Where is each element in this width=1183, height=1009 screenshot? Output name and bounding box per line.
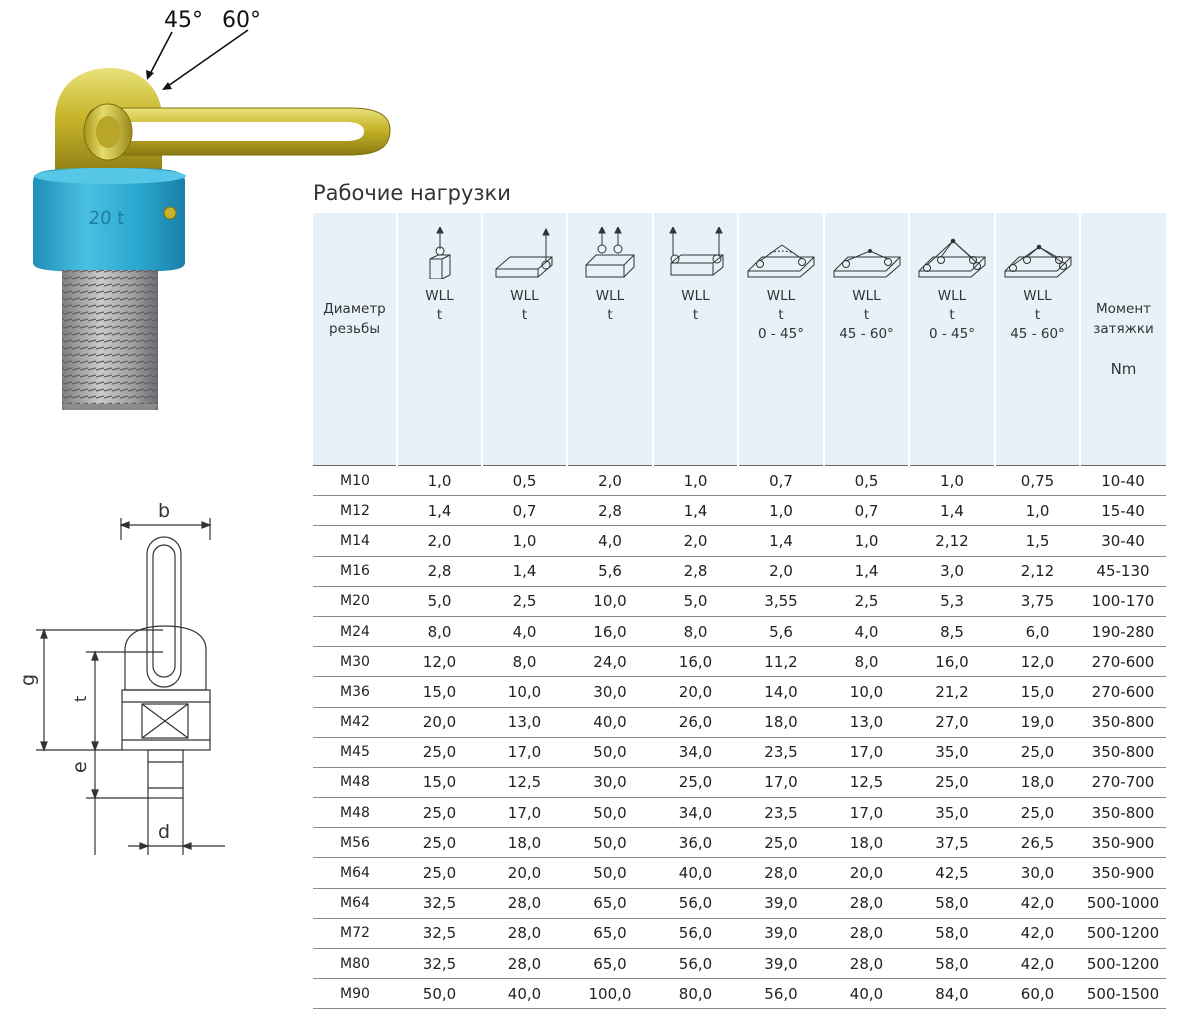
wll-cell: 42,0: [995, 918, 1080, 948]
drawing-bolt: [148, 750, 183, 798]
wll-cell: 25,0: [397, 798, 482, 828]
wll-cell: 28,0: [738, 858, 824, 888]
header-moment-line1: Момент: [1095, 301, 1152, 317]
wll-cell: 25,0: [397, 858, 482, 888]
table-row: [313, 677, 1166, 707]
wll-cell: 25,0: [909, 767, 995, 797]
thread-diameter-cell: M42: [313, 707, 397, 737]
thread-diameter-cell: M64: [313, 888, 397, 918]
wll-cell: 39,0: [738, 949, 824, 979]
two-leg-sling-0-45-icon: [746, 227, 816, 279]
single-side-lift-icon: [492, 227, 558, 279]
wll-cell: 17,0: [824, 798, 909, 828]
thread-diameter-cell: M72: [313, 918, 397, 948]
wll-cell: 0,7: [824, 496, 909, 526]
wll-cell: 8,0: [653, 616, 738, 646]
header-diameter-line2: резьбы: [329, 321, 380, 337]
thread-diameter-cell: M12: [313, 496, 397, 526]
wll-cell: 30,0: [567, 677, 653, 707]
wll-cell: 18,0: [995, 767, 1080, 797]
table-row: [313, 858, 1166, 888]
body-marking: 20 t: [87, 208, 125, 229]
torque-cell: 500-1000: [1080, 888, 1166, 918]
angle-45-arrow: [150, 32, 172, 74]
wll-cell: 17,0: [482, 798, 567, 828]
wll-cell: 28,0: [824, 888, 909, 918]
table-header-row: [313, 213, 1166, 466]
torque-cell: 30-40: [1080, 526, 1166, 556]
torque-cell: 350-800: [1080, 798, 1166, 828]
wll-cell: 3,75: [995, 586, 1080, 616]
thread-diameter-cell: M30: [313, 647, 397, 677]
table-title: Рабочие нагрузки: [313, 181, 511, 205]
wll-cell: 28,0: [482, 949, 567, 979]
dim-t-label: t: [71, 695, 90, 702]
header-unit-8: t: [1034, 307, 1041, 323]
wll-cell: 17,0: [738, 767, 824, 797]
wll-cell: 1,4: [824, 556, 909, 586]
torque-cell: 500-1200: [1080, 949, 1166, 979]
four-leg-sling-0-45-icon: [917, 227, 987, 279]
wll-cell: 56,0: [653, 918, 738, 948]
wll-cell: 40,0: [567, 707, 653, 737]
header-unit-7: t: [949, 307, 955, 323]
wll-cell: 5,0: [397, 586, 482, 616]
header-unit-3: t: [607, 307, 613, 323]
wll-cell: 50,0: [567, 737, 653, 767]
header-moment-unit: Nm: [1110, 360, 1137, 378]
wll-cell: 42,5: [909, 858, 995, 888]
load-table: [313, 213, 1166, 1009]
header-wll-1: WLL: [425, 288, 454, 304]
wll-cell: 1,4: [738, 526, 824, 556]
header-wll-4: WLL: [681, 288, 710, 304]
four-leg-sling-45-60-icon: [1003, 227, 1073, 279]
wll-cell: 25,0: [397, 737, 482, 767]
wll-cell: 1,5: [995, 526, 1080, 556]
wll-cell: 2,5: [482, 586, 567, 616]
thread-diameter-cell: M36: [313, 677, 397, 707]
torque-cell: 270-600: [1080, 647, 1166, 677]
wll-cell: 25,0: [995, 737, 1080, 767]
thread-diameter-cell: M20: [313, 586, 397, 616]
wll-cell: 100,0: [567, 979, 653, 1009]
header-wll-5: WLL: [766, 288, 796, 304]
wll-cell: 58,0: [909, 918, 995, 948]
wll-cell: 32,5: [397, 949, 482, 979]
wll-cell: 2,12: [995, 556, 1080, 586]
header-unit-4: t: [692, 307, 699, 323]
drawing-shackle: [147, 537, 181, 687]
torque-cell: 350-800: [1080, 737, 1166, 767]
wll-cell: 12,5: [824, 767, 909, 797]
wll-cell: 32,5: [397, 918, 482, 948]
wll-cell: 42,0: [995, 949, 1080, 979]
wll-cell: 56,0: [653, 888, 738, 918]
wll-cell: 25,0: [995, 798, 1080, 828]
thread-diameter-cell: M56: [313, 828, 397, 858]
wll-cell: 12,5: [482, 767, 567, 797]
wll-cell: 8,0: [397, 616, 482, 646]
wll-cell: 3,0: [909, 556, 995, 586]
wll-cell: 1,0: [738, 496, 824, 526]
single-vertical-lift-icon: [420, 227, 460, 279]
header-unit-1: t: [436, 307, 443, 323]
wll-cell: 1,0: [653, 466, 738, 496]
wll-cell: 37,5: [909, 828, 995, 858]
wll-cell: 8,0: [482, 647, 567, 677]
table-row: [313, 798, 1166, 828]
thread-diameter-cell: M90: [313, 979, 397, 1009]
wll-cell: 10,0: [567, 586, 653, 616]
wll-cell: 0,7: [482, 496, 567, 526]
wll-cell: 5,6: [738, 616, 824, 646]
header-single-vertical: [397, 213, 482, 466]
wll-cell: 2,0: [567, 466, 653, 496]
header-wll-8: WLL: [1023, 288, 1052, 304]
torque-cell: 350-800: [1080, 707, 1166, 737]
wll-cell: 20,0: [653, 677, 738, 707]
wll-cell: 42,0: [995, 888, 1080, 918]
wll-cell: 15,0: [397, 767, 482, 797]
wll-cell: 23,5: [738, 798, 824, 828]
torque-cell: 15-40: [1080, 496, 1166, 526]
table-row: [313, 556, 1166, 586]
wll-cell: 56,0: [738, 979, 824, 1009]
wll-cell: 1,0: [909, 466, 995, 496]
wll-cell: 2,0: [738, 556, 824, 586]
wll-cell: 3,55: [738, 586, 824, 616]
double-side-lift-icon: [665, 227, 727, 279]
wll-cell: 28,0: [482, 888, 567, 918]
wll-cell: 50,0: [567, 798, 653, 828]
wll-cell: 1,0: [397, 466, 482, 496]
wll-cell: 28,0: [824, 949, 909, 979]
wll-cell: 10,0: [482, 677, 567, 707]
wll-cell: 0,5: [824, 466, 909, 496]
dim-e-label: e: [69, 761, 91, 773]
header-wll-7: WLL: [937, 288, 967, 304]
wll-cell: 58,0: [909, 888, 995, 918]
wll-cell: 30,0: [995, 858, 1080, 888]
header-angle-5: 0 - 45°: [758, 326, 804, 342]
header-two-leg-0-45: [738, 213, 824, 466]
torque-cell: 270-700: [1080, 767, 1166, 797]
wll-cell: 4,0: [567, 526, 653, 556]
wll-cell: 11,2: [738, 647, 824, 677]
wll-cell: 1,0: [482, 526, 567, 556]
wll-cell: 50,0: [567, 828, 653, 858]
wll-cell: 18,0: [738, 707, 824, 737]
wll-cell: 50,0: [397, 979, 482, 1009]
table-row: [313, 616, 1166, 646]
header-double-side: [653, 213, 738, 466]
dim-g-label: g: [17, 673, 39, 686]
wll-cell: 1,4: [397, 496, 482, 526]
header-angle-8: 45 - 60°: [1010, 326, 1065, 342]
header-moment-line2: затяжки: [1093, 321, 1154, 337]
header-angle-6: 45 - 60°: [839, 326, 894, 342]
wll-cell: 0,7: [738, 466, 824, 496]
wll-cell: 2,8: [567, 496, 653, 526]
table-row: [313, 737, 1166, 767]
wll-cell: 15,0: [397, 677, 482, 707]
wll-cell: 14,0: [738, 677, 824, 707]
header-single-side: [482, 213, 567, 466]
table-row: [313, 647, 1166, 677]
wll-cell: 0,75: [995, 466, 1080, 496]
header-angle-7: 0 - 45°: [929, 326, 975, 342]
wll-cell: 35,0: [909, 737, 995, 767]
wll-cell: 56,0: [653, 949, 738, 979]
wll-cell: 4,0: [824, 616, 909, 646]
wll-cell: 25,0: [653, 767, 738, 797]
wll-cell: 27,0: [909, 707, 995, 737]
wll-cell: 4,0: [482, 616, 567, 646]
wll-cell: 36,0: [653, 828, 738, 858]
thread-diameter-cell: M48: [313, 767, 397, 797]
wll-cell: 12,0: [995, 647, 1080, 677]
thread-diameter-cell: M16: [313, 556, 397, 586]
thread-diameter-cell: M24: [313, 616, 397, 646]
header-wll-2: WLL: [510, 288, 539, 304]
wll-cell: 19,0: [995, 707, 1080, 737]
wll-cell: 13,0: [482, 707, 567, 737]
thread-diameter-cell: M64: [313, 858, 397, 888]
wll-cell: 28,0: [482, 918, 567, 948]
wll-cell: 80,0: [653, 979, 738, 1009]
header-wll-3: WLL: [595, 288, 625, 304]
wll-cell: 12,0: [397, 647, 482, 677]
wll-cell: 65,0: [567, 888, 653, 918]
header-two-leg-45-60: [824, 213, 909, 466]
wll-cell: 40,0: [482, 979, 567, 1009]
wll-cell: 2,0: [397, 526, 482, 556]
wll-cell: 23,5: [738, 737, 824, 767]
thread-diameter-cell: M80: [313, 949, 397, 979]
wll-cell: 1,4: [482, 556, 567, 586]
wll-cell: 16,0: [567, 616, 653, 646]
wll-cell: 18,0: [482, 828, 567, 858]
table-row: [313, 767, 1166, 797]
torque-cell: 190-280: [1080, 616, 1166, 646]
table-row: [313, 828, 1166, 858]
wll-cell: 8,5: [909, 616, 995, 646]
table-row: [313, 526, 1166, 556]
header-moment: [1080, 213, 1166, 466]
wll-cell: 26,5: [995, 828, 1080, 858]
wll-cell: 30,0: [567, 767, 653, 797]
torque-cell: 350-900: [1080, 858, 1166, 888]
wll-cell: 34,0: [653, 798, 738, 828]
torque-cell: 45-130: [1080, 556, 1166, 586]
wll-cell: 17,0: [482, 737, 567, 767]
double-vertical-lift-icon: [582, 227, 638, 279]
header-double-vertical: [567, 213, 653, 466]
torque-cell: 10-40: [1080, 466, 1166, 496]
torque-cell: 100-170: [1080, 586, 1166, 616]
two-leg-sling-45-60-icon: [832, 227, 902, 279]
thread-diameter-cell: M10: [313, 466, 397, 496]
wll-cell: 35,0: [909, 798, 995, 828]
table-row: [313, 979, 1166, 1009]
angle-45-label: 45°: [164, 8, 203, 33]
torque-cell: 500-1500: [1080, 979, 1166, 1009]
wll-cell: 20,0: [397, 707, 482, 737]
wll-cell: 65,0: [567, 949, 653, 979]
header-four-leg-45-60: [995, 213, 1080, 466]
wll-cell: 21,2: [909, 677, 995, 707]
wll-cell: 25,0: [738, 828, 824, 858]
header-diameter-line1: Диаметр: [323, 301, 386, 317]
torque-cell: 270-600: [1080, 677, 1166, 707]
wll-cell: 34,0: [653, 737, 738, 767]
wll-cell: 8,0: [824, 647, 909, 677]
wll-cell: 32,5: [397, 888, 482, 918]
wll-cell: 24,0: [567, 647, 653, 677]
angle-60-arrow: [168, 30, 248, 86]
header-wll-6: WLL: [852, 288, 881, 304]
table-row: [313, 496, 1166, 526]
header-unit-5: t: [778, 307, 784, 323]
table-row: [313, 466, 1166, 496]
table-row: [313, 888, 1166, 918]
wll-cell: 84,0: [909, 979, 995, 1009]
wll-cell: 1,4: [909, 496, 995, 526]
table-row: [313, 707, 1166, 737]
wll-cell: 40,0: [824, 979, 909, 1009]
header-four-leg-0-45: [909, 213, 995, 466]
wll-cell: 65,0: [567, 918, 653, 948]
wll-cell: 26,0: [653, 707, 738, 737]
wll-cell: 0,5: [482, 466, 567, 496]
angle-60-label: 60°: [222, 8, 261, 33]
table-row: [313, 918, 1166, 948]
thread-diameter-cell: M14: [313, 526, 397, 556]
wll-cell: 2,12: [909, 526, 995, 556]
wll-cell: 39,0: [738, 918, 824, 948]
wll-cell: 6,0: [995, 616, 1080, 646]
header-unit-6: t: [863, 307, 870, 323]
wll-cell: 28,0: [824, 918, 909, 948]
wll-cell: 2,8: [397, 556, 482, 586]
wll-cell: 16,0: [653, 647, 738, 677]
torque-cell: 500-1200: [1080, 918, 1166, 948]
wll-cell: 2,0: [653, 526, 738, 556]
wll-cell: 5,6: [567, 556, 653, 586]
table-row: [313, 949, 1166, 979]
wll-cell: 50,0: [567, 858, 653, 888]
wll-cell: 13,0: [824, 707, 909, 737]
header-unit-2: t: [521, 307, 528, 323]
wll-cell: 1,4: [653, 496, 738, 526]
wll-cell: 1,0: [995, 496, 1080, 526]
wll-cell: 2,5: [824, 586, 909, 616]
wll-cell: 10,0: [824, 677, 909, 707]
wll-cell: 2,8: [653, 556, 738, 586]
wll-cell: 60,0: [995, 979, 1080, 1009]
wll-cell: 17,0: [824, 737, 909, 767]
header-diameter: [313, 213, 397, 466]
technical-drawing: [0, 490, 260, 870]
torque-cell: 350-900: [1080, 828, 1166, 858]
thread-diameter-cell: M48: [313, 798, 397, 828]
wll-cell: 16,0: [909, 647, 995, 677]
dim-d-label: d: [158, 821, 171, 843]
wll-cell: 1,0: [824, 526, 909, 556]
wll-cell: 15,0: [995, 677, 1080, 707]
wll-cell: 5,0: [653, 586, 738, 616]
wll-cell: 20,0: [482, 858, 567, 888]
wll-cell: 5,3: [909, 586, 995, 616]
thread-diameter-cell: M45: [313, 737, 397, 767]
dim-b-label: b: [158, 500, 171, 522]
table-row: [313, 586, 1166, 616]
wll-cell: 58,0: [909, 949, 995, 979]
wll-cell: 18,0: [824, 828, 909, 858]
wll-cell: 25,0: [397, 828, 482, 858]
table-body: [313, 466, 1166, 1009]
wll-cell: 39,0: [738, 888, 824, 918]
wll-cell: 20,0: [824, 858, 909, 888]
wll-cell: 40,0: [653, 858, 738, 888]
